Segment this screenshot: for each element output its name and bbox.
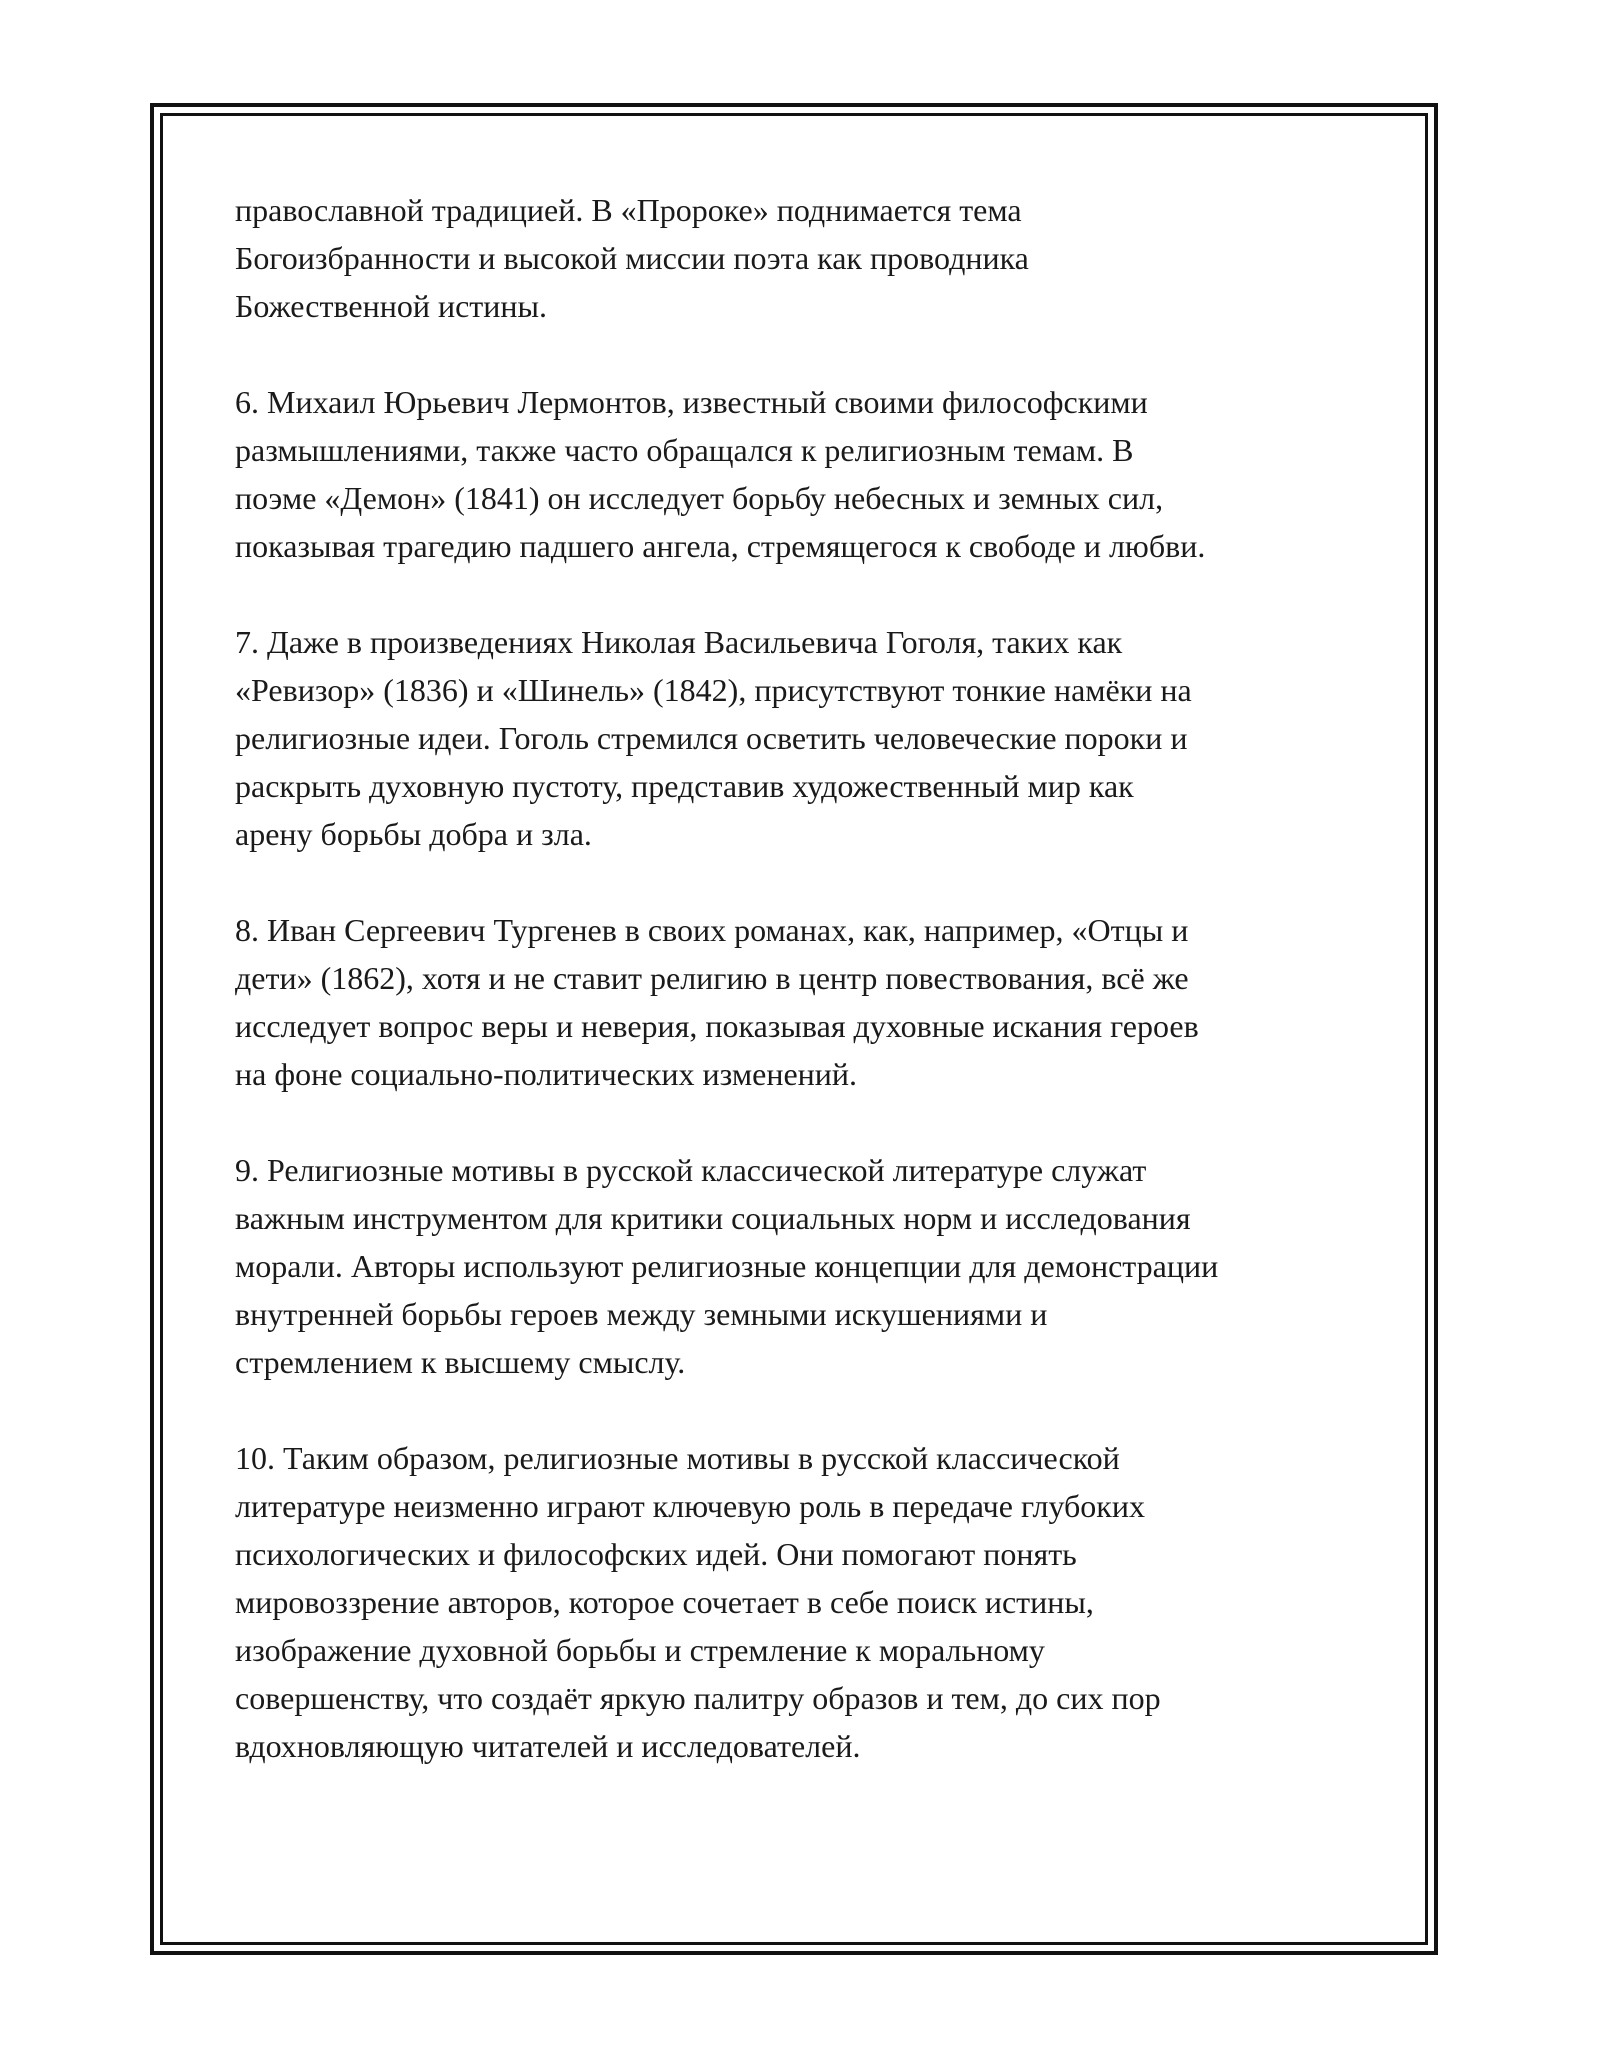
paragraph-intro-continuation [235,186,1365,330]
text-line: Богоизбранности и высокой миссии поэта как проводника [235,240,1029,276]
text-line: религиозные идеи. Гоголь стремился осветить человеческие пороки и [235,720,1188,756]
paragraph-item-9 [235,1146,1365,1386]
text-line: дети» (1862), хотя и не ставит религию в центр повествования, всё же [235,960,1189,996]
text-line: мировоззрение авторов, которое сочетает в себе поиск истины, [235,1584,1094,1620]
paragraph-item-8 [235,906,1365,1098]
text-line: православной традицией. В «Пророке» поднимается тема [235,192,1022,228]
text-line: 8. Иван Сергеевич Тургенев в своих романах, как, например, «Отцы и [235,912,1189,948]
text-line: совершенству, что создаёт яркую палитру образов и тем, до сих пор [235,1680,1161,1716]
text-line: Божественной истины. [235,288,548,324]
text-line: арену борьбы добра и зла. [235,816,592,852]
text-line: 7. Даже в произведениях Николая Васильевича Гоголя, таких как [235,624,1123,660]
text-line: «Ревизор» (1836) и «Шинель» (1842), присутствуют тонкие намёки на [235,672,1192,708]
document-body [235,186,1365,1818]
text-line: 6. Михаил Юрьевич Лермонтов, известный своими философскими [235,384,1148,420]
text-line: раскрыть духовную пустоту, представив художественный мир как [235,768,1134,804]
text-line: поэме «Демон» (1841) он исследует борьбу небесных и земных сил, [235,480,1164,516]
text-line: стремлением к высшему смыслу. [235,1344,686,1380]
text-line: размышлениями, также часто обращался к религиозным темам. В [235,432,1134,468]
text-line: морали. Авторы используют религиозные концепции для демонстрации [235,1248,1219,1284]
text-line: показывая трагедию падшего ангела, стремящегося к свободе и любви. [235,528,1206,564]
text-line: 10. Таким образом, религиозные мотивы в русской классической [235,1440,1120,1476]
paragraph-item-7 [235,618,1365,858]
text-line: психологических и философских идей. Они помогают понять [235,1536,1077,1572]
text-line: исследует вопрос веры и неверия, показывая духовные искания героев [235,1008,1199,1044]
text-line: внутренней борьбы героев между земными искушениями и [235,1296,1048,1332]
text-line: 9. Религиозные мотивы в русской классической литературе служат [235,1152,1147,1188]
paragraph-item-10 [235,1434,1365,1770]
paragraph-item-6 [235,378,1365,570]
text-line: на фоне социально-политических изменений. [235,1056,858,1092]
text-line: важным инструментом для критики социальных норм и исследования [235,1200,1191,1236]
text-line: вдохновляющую читателей и исследователей. [235,1728,861,1764]
text-line: литературе неизменно играют ключевую роль в передаче глубоких [235,1488,1145,1524]
text-line: изображение духовной борьбы и стремление к моральному [235,1632,1045,1668]
